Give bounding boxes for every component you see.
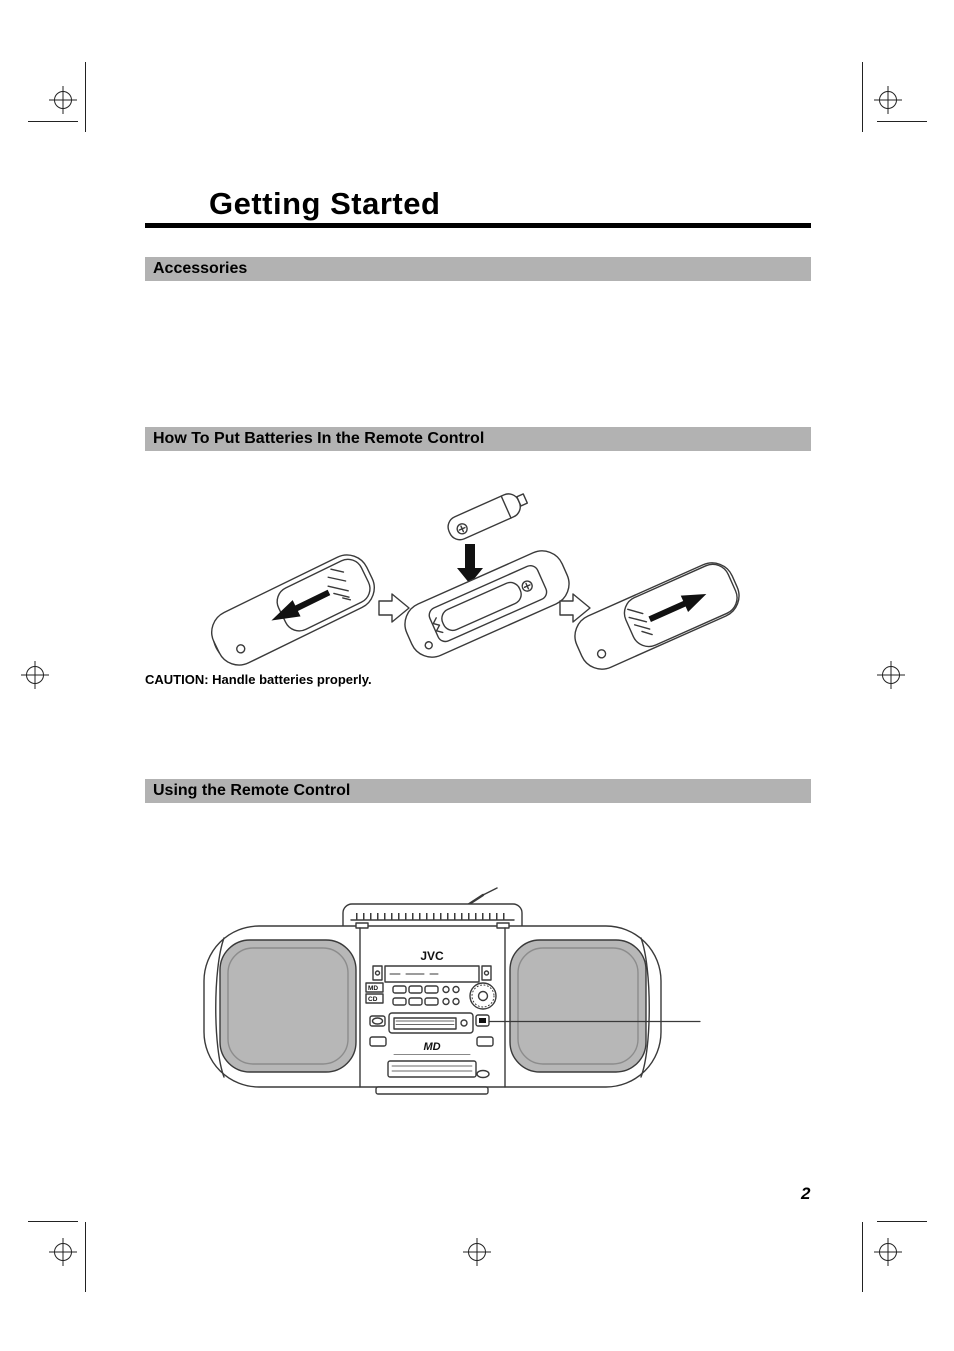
md-tag-label: MD (368, 985, 379, 992)
crop-mark-line (85, 1222, 86, 1292)
crop-mark-line (877, 1221, 927, 1222)
cd-tag-label: CD (368, 996, 378, 1003)
registration-mark-icon (873, 1237, 903, 1267)
registration-mark-icon (876, 660, 906, 690)
crop-mark-line (877, 121, 927, 122)
registration-mark-icon (48, 85, 78, 115)
title-rule (145, 223, 811, 228)
page-title: Getting Started (209, 186, 441, 221)
registration-mark-icon (20, 660, 50, 690)
crop-mark-line (85, 62, 86, 132)
crop-mark-line (862, 62, 863, 132)
remote-step2 (398, 544, 576, 664)
battery-install-illustration (145, 472, 810, 687)
md-logo: MD (423, 1041, 441, 1053)
step-arrow-icon (379, 594, 409, 622)
section-heading-using-remote: Using the Remote Control (145, 779, 811, 803)
boombox-illustration (180, 880, 740, 1115)
registration-mark-icon (462, 1237, 492, 1267)
registration-mark-icon (48, 1237, 78, 1267)
remote-step3 (568, 556, 746, 676)
caution-text: CAUTION: Handle batteries properly. (145, 672, 372, 687)
page-number: 2 (801, 1184, 811, 1203)
left-speaker (220, 940, 356, 1072)
md-slot (389, 1013, 473, 1033)
crop-mark-line (28, 121, 78, 122)
right-speaker (510, 940, 646, 1072)
brand-logo: JVC (420, 949, 444, 963)
handle (343, 904, 522, 928)
crop-mark-line (28, 1221, 78, 1222)
registration-mark-icon (873, 85, 903, 115)
section-heading-batteries: How To Put Batteries In the Remote Control (145, 427, 811, 451)
remote-step1 (204, 548, 382, 673)
crop-mark-line (862, 1222, 863, 1292)
battery-icon (445, 488, 531, 544)
section-heading-accessories: Accessories (145, 257, 811, 281)
